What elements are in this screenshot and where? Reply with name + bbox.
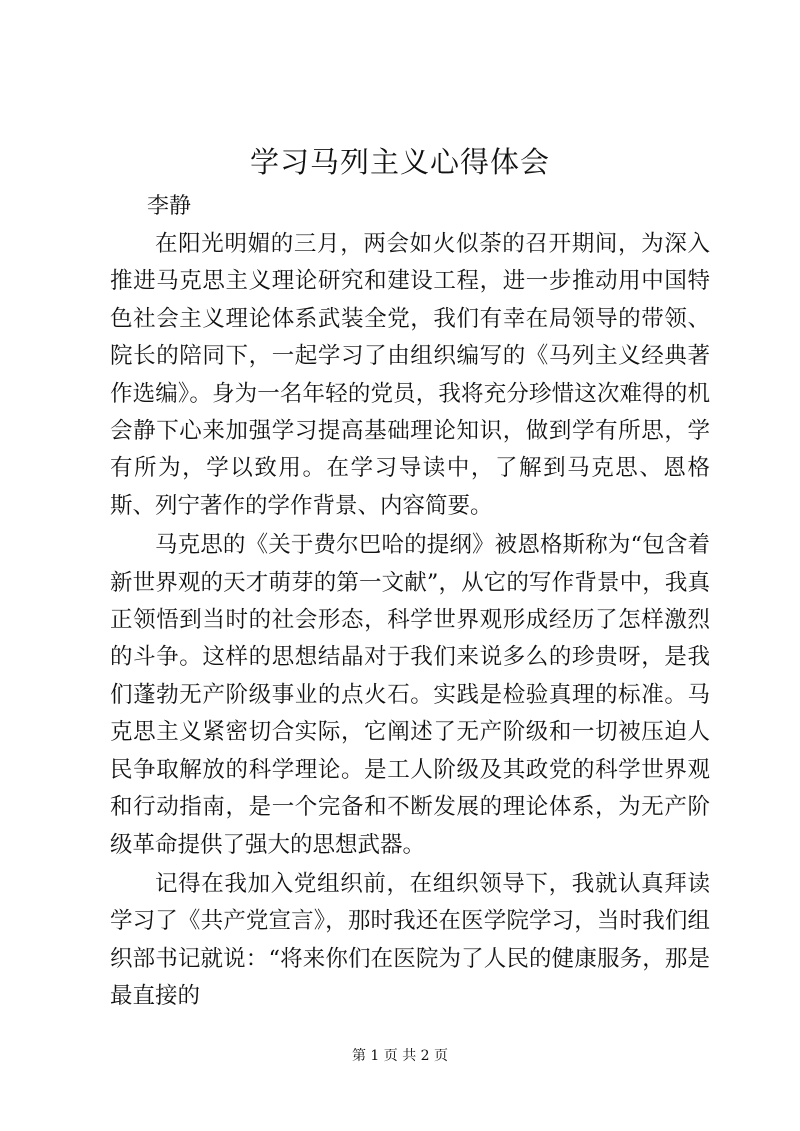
document-title: 学习马列主义心得体会 xyxy=(249,145,550,179)
document-author: 李静 xyxy=(147,194,192,219)
paragraph-2: 马克思的《关于费尔巴哈的提纲》被恩格斯称为“包含着新世界观的天才萌芽的第一文献”，从它的写作背景中，我真正领悟到当时的社会形态，科学世界观形成经历了怎样激烈的斗争。这样的思想结晶对于我们来说多么的珍贵呀，是我们蓬勃无产阶级事业的点火石。实践是检验真理的标准。马克思主义紧密切合实际，它阐述了无产阶级和一切被压迫人民争取解放的科学理论。是工人阶级及其政党的科学世界观和行动指南，是一个完备和不断发展的理论体系，为无产阶级革命提供了强大的思想武器。 xyxy=(110,532,710,858)
document-body xyxy=(110,226,710,1018)
page-footer: 第 1 页 共 2 页 xyxy=(351,1048,449,1064)
paragraph-3: 记得在我加入党组织前，在组织领导下，我就认真拜读学习了《共产党宣言》，那时我还在医学院学习，当时我们组织部书记就说：“将来你们在医院为了人民的健康服务，那是最直接的 xyxy=(110,870,710,1010)
paragraph-1: 在阳光明媚的三月，两会如火似荼的召开期间，为深入推进马克思主义理论研究和建设工程，进一步推动用中国特色社会主义理论体系武装全党，我们有幸在局领导的带领、院长的陪同下，一起学习了由组织编写的《马列主义经典著作选编》。身为一名年轻的党员，我将充分珍惜这次难得的机会静下心来加强学习提高基础理论知识，做到学有所思，学有所为，学以致用。在学习导读中，了解到马克思、恩格斯、列宁著作的学作背景、内容简要。 xyxy=(110,231,710,519)
